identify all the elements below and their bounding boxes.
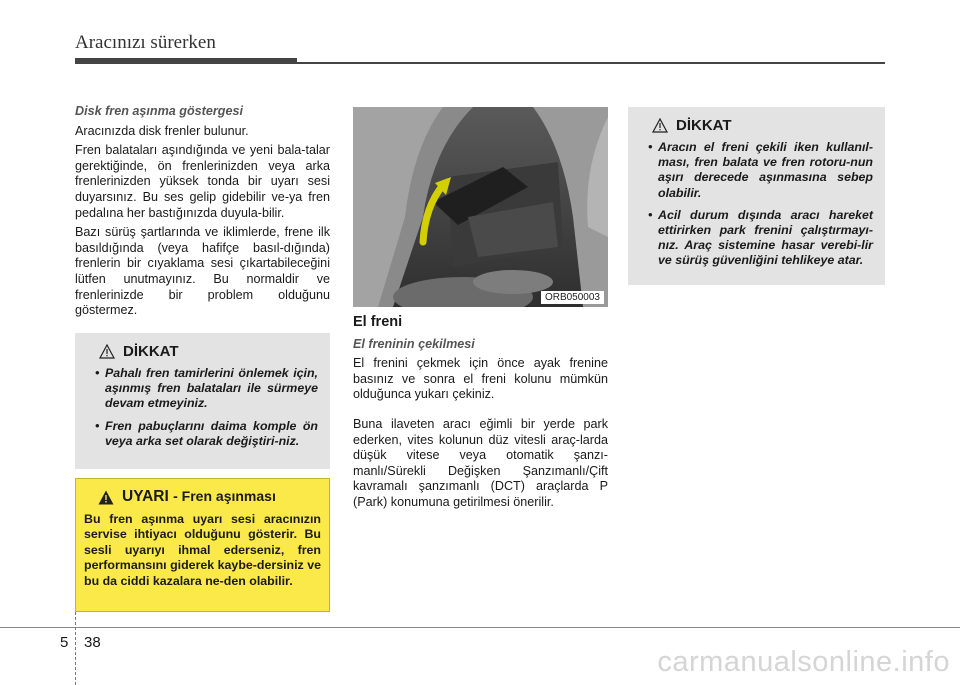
disc-para-1: Aracınızda disk frenler bulunur.	[75, 123, 249, 138]
watermark: carmanualsonline.info	[657, 646, 950, 678]
disc-wear-section	[75, 104, 330, 323]
caution-title	[87, 343, 318, 360]
caution-box-parking-brake	[628, 107, 885, 285]
parking-brake-section	[353, 315, 608, 515]
parking-brake-subtitle: El freninin çekilmesi	[353, 336, 475, 351]
warning-title-suffix: - Fren aşınması	[173, 488, 276, 504]
footer-rule	[0, 627, 960, 628]
caution-item: • Pahalı fren tamirlerini önlemek için, aşınmış fren balataları ile sürmeye devam etmeyiniz.	[87, 366, 318, 412]
caution-title	[640, 117, 873, 134]
caution-box-brake-pads	[75, 333, 330, 469]
warning-title	[84, 488, 321, 506]
parking-para-2: Buna ilaveten aracı eğimli bir yerde park ederken, vites kolunun düz vitesli araç-larda düşük vitese veya otomatik şanzı-manlı/Sürekli Değişken Şanzımanlı/Çift kavramalı şanzımanlı (DCT) araçlarda P (Park) konumuna getirilmesi önerilir.	[353, 416, 608, 509]
warning-triangle-icon	[652, 118, 668, 133]
footer-divider	[75, 612, 76, 685]
caution-list	[87, 366, 318, 449]
warning-text: Bu fren aşınma uyarı sesi aracınızın servise ihtiyacı olduğunu gösterir. Bu sesli uyarıyı ihmal ederseniz, fren performansını giderek kaybe-dersiniz ve bu da ciddi kazalara ne-den olabilir.	[84, 512, 321, 588]
caution-title-text: DİKKAT	[676, 117, 732, 134]
caution-title-text: DİKKAT	[123, 343, 179, 360]
caution-item: • Acil durum dışında aracı hareket ettirirken park frenini çalıştırmayı-nız. Araç sistemine hasar verebi-lir ve sürüş güvenliğini tehlikeye atar.	[640, 208, 873, 269]
parking-brake-heading: El freni	[353, 314, 403, 330]
warning-box-brake-wear	[75, 478, 330, 612]
caution-item: • Aracın el freni çekili iken kullanıl-ması, fren balata ve fren rotoru-nun aşırı derecede aşınmasına sebep olabilir.	[640, 140, 873, 201]
header-rule-thick	[75, 58, 297, 64]
warning-triangle-icon	[99, 344, 115, 359]
caution-item: • Fren pabuçlarını daima komple ön veya arka set olarak değiştiri-niz.	[87, 419, 318, 449]
parking-brake-photo	[353, 107, 608, 307]
photo-code: ORB050003	[541, 291, 604, 304]
page-header-title: Aracınızı sürerken	[75, 32, 216, 53]
warning-title-text: UYARI	[122, 488, 169, 505]
disc-para-3: Bazı sürüş şartlarında ve iklimlerde, frene ilk basıldığında (veya hafifçe basıl-dığında) frenlerin bir cıyaklama sesi çıkartabileceğini lütfen unutmayınız. Bu normaldir ve frenlerinizde bir problem olduğunu göstermez.	[75, 225, 330, 318]
header-rule-thin	[297, 62, 885, 64]
caution-list	[640, 140, 873, 269]
disc-para-2: Fren balataları aşındığında ve yeni bala-talar gerektiğinde, ön frenlerinizden veya arka frenlerinizden yüksek tonda bir uyarı sesi duyarsınız. Bu ses gelip gidebilir ve-ya fren pedalına her bastığınızda duyula-bilir.	[75, 143, 330, 220]
parking-brake-illustration	[353, 107, 608, 307]
disc-wear-subtitle: Disk fren aşınma göstergesi	[75, 104, 243, 118]
page-number: 38	[84, 634, 101, 651]
parking-para-1: El frenini çekmek için önce ayak frenine basınız ve sonra el freni kolunu mümkün olduğunca yukarı çekiniz.	[353, 356, 608, 402]
chapter-number: 5	[60, 634, 69, 651]
warning-triangle-icon	[98, 490, 114, 505]
